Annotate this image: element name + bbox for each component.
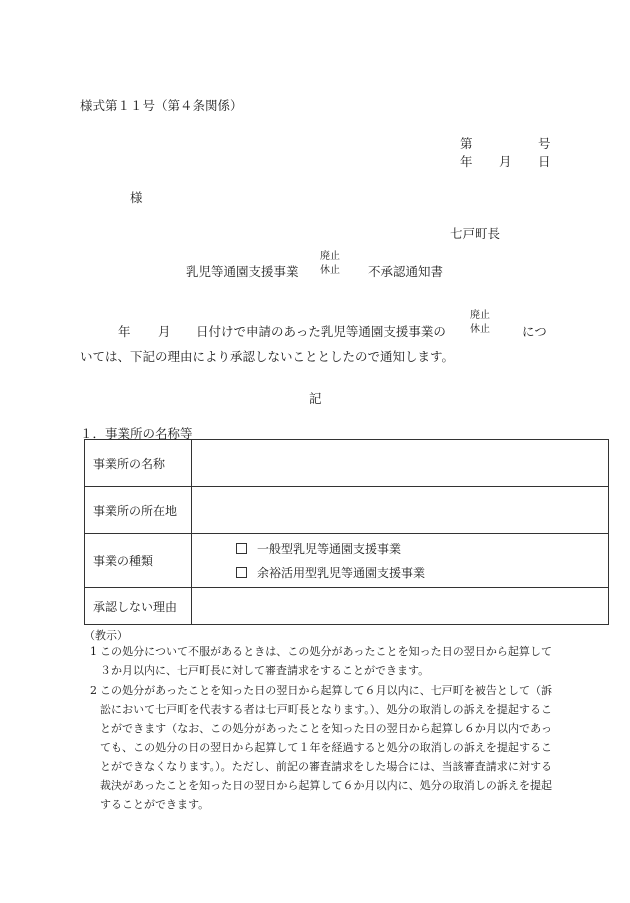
title-stacked-options bbox=[320, 250, 340, 278]
option-general[interactable] bbox=[200, 537, 600, 561]
note-number: 2 bbox=[90, 684, 97, 697]
date-year: 年 bbox=[460, 154, 473, 169]
option-general-label: 一般型乳児等通園支援事業 bbox=[257, 541, 402, 556]
option-surplus-label: 余裕活用型乳児等通園支援事業 bbox=[257, 565, 426, 580]
date-month: 月 bbox=[499, 154, 512, 169]
checkbox-icon[interactable] bbox=[236, 567, 247, 578]
title-option-haishi: 廃止 bbox=[320, 251, 340, 262]
body-line1-end: につ bbox=[522, 324, 547, 339]
addressee-suffix: 様 bbox=[130, 190, 143, 205]
table-row bbox=[85, 440, 609, 487]
note-number: 1 bbox=[90, 645, 97, 658]
option-surplus[interactable] bbox=[200, 561, 600, 585]
body-year: 年 bbox=[118, 324, 131, 339]
issuer-name: 七戸町長 bbox=[450, 226, 501, 241]
note-item-2 bbox=[90, 681, 552, 814]
row-label-type: 事業の種類 bbox=[85, 534, 192, 588]
body-line1: 日付けで申請のあった乳児等通園支援事業の bbox=[196, 324, 446, 339]
number-suffix: 号 bbox=[538, 136, 551, 151]
row-value-address[interactable] bbox=[192, 487, 609, 534]
table-row bbox=[85, 534, 609, 588]
ki-heading: 記 bbox=[309, 391, 322, 406]
row-value-name[interactable] bbox=[192, 440, 609, 487]
note-text: この処分について不服があるときは、この処分があったことを知った日の翌日から起算して３か月以内に、七戸町長に対して審査請求をすることができます。 bbox=[100, 645, 552, 677]
row-label-name: 事業所の名称 bbox=[85, 440, 192, 487]
row-value-reason[interactable] bbox=[192, 588, 609, 625]
body-line2: いては、下記の理由により承認しないこととしたので通知します。 bbox=[80, 349, 455, 364]
title-prefix: 乳児等通園支援事業 bbox=[186, 264, 299, 279]
body-month: 月 bbox=[158, 324, 171, 339]
section1-heading: １．事業所の名称等 bbox=[80, 426, 193, 441]
note-text: この処分があったことを知った日の翌日から起算して６月以内に、七戸町を被告として（訴訟において七戸町を代表する者は七戸町長となります。）、処分の取消しの訴えを提起することができます（なお、この処分があったことを知った日の翌日から起算し６か月以内であっても、この処分の日の翌日から起算して１年を経過すると処分の取消しの訴えを提起することができなくなります。）。ただし、前記の審査請求をした場合には、当該審査請求に対する裁決があったことを知った日の翌日から起算して６か月以内に、処分の取消しの訴えを提起することができます。 bbox=[100, 684, 552, 811]
title-suffix: 不承認通知書 bbox=[368, 264, 444, 279]
form-label: 様式第１１号（第４条関係） bbox=[80, 98, 243, 113]
number-prefix: 第 bbox=[460, 136, 473, 151]
notes-heading: （教示） bbox=[84, 629, 128, 642]
table-row bbox=[85, 487, 609, 534]
body-option-kyushi: 休止 bbox=[470, 324, 490, 335]
note-item-1 bbox=[90, 642, 552, 680]
checkbox-icon[interactable] bbox=[236, 543, 247, 554]
row-label-reason: 承認しない理由 bbox=[85, 588, 192, 625]
body-option-haishi: 廃止 bbox=[470, 310, 490, 321]
body-stacked-options bbox=[470, 309, 490, 337]
business-info-table bbox=[84, 439, 609, 625]
row-label-address: 事業所の所在地 bbox=[85, 487, 192, 534]
title-option-kyushi: 休止 bbox=[320, 265, 340, 276]
date-day: 日 bbox=[538, 154, 551, 169]
row-value-type bbox=[192, 534, 609, 588]
table-row bbox=[85, 588, 609, 625]
